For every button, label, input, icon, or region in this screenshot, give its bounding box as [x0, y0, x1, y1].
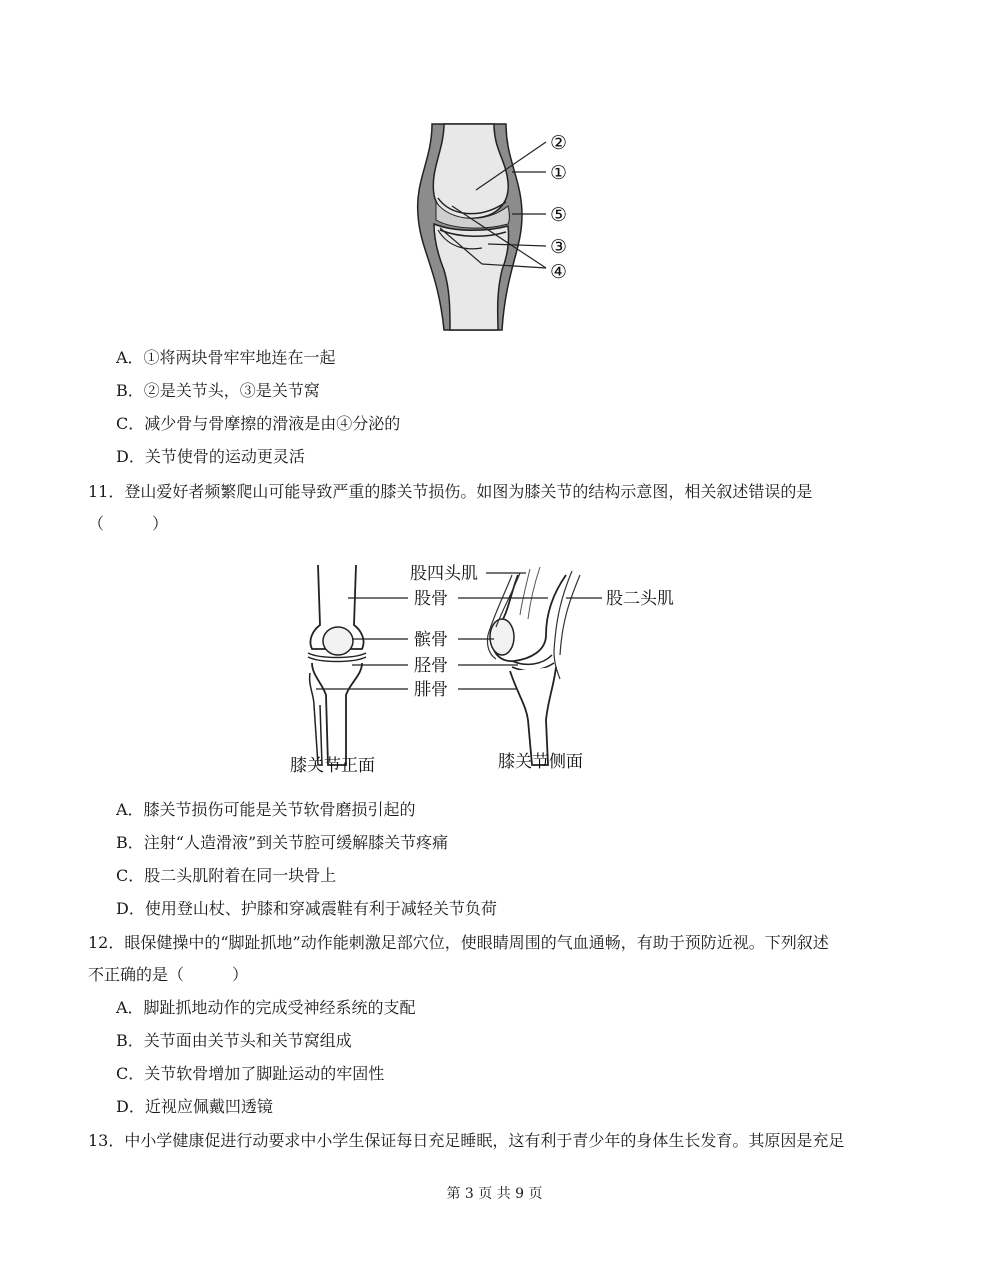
joint-diagram — [410, 120, 600, 335]
patella-front — [323, 627, 353, 655]
marker-2: ② — [550, 132, 568, 154]
q12-option-d: D．近视应佩戴凹透镜 — [116, 1097, 273, 1116]
q12-option-c: C．关节软骨增加了脚趾运动的牢固性 — [116, 1064, 385, 1083]
marker-4: ④ — [550, 261, 568, 283]
q12-stem-line2: 不正确的是（ ） — [88, 965, 249, 984]
q12-option-a: A．脚趾抓地动作的完成受神经系统的支配 — [116, 998, 416, 1017]
label-tibia: 胫骨 — [414, 656, 448, 676]
label-femur: 股骨 — [414, 589, 448, 609]
q12-stem-line1: 12．眼保健操中的“脚趾抓地”动作能刺激足部穴位，使眼睛周围的气血通畅，有助于预防近视。下列叙述 — [88, 933, 829, 952]
q11-stem-line2: （ ） — [88, 514, 169, 533]
page-number: 第 3 页 共 9 页 — [446, 1186, 543, 1202]
label-patella: 髌骨 — [414, 630, 448, 650]
caption-side: 膝关节侧面 — [498, 752, 583, 772]
q11-option-d: D．使用登山杖、护膝和穿减震鞋有利于减轻关节负荷 — [116, 899, 497, 918]
q11-option-b: B．注射“人造滑液”到关节腔可缓解膝关节疼痛 — [116, 833, 449, 852]
label-quadriceps: 股四头肌 — [410, 564, 478, 584]
q11-option-c: C．股二头肌附着在同一块骨上 — [116, 866, 337, 885]
marker-1: ① — [550, 162, 568, 184]
q10-option-d: D．关节使骨的运动更灵活 — [116, 447, 305, 466]
caption-front: 膝关节正面 — [290, 756, 375, 776]
q13-stem-line1: 13．中小学健康促进行动要求中小学生保证每日充足睡眠，这有利于青少年的身体生长发育。其原因是充足 — [88, 1131, 845, 1150]
knee-joint-diagram — [290, 555, 700, 780]
label-fibula: 腓骨 — [414, 680, 448, 700]
q10-option-c: C．减少骨与骨摩擦的滑液是由④分泌的 — [116, 414, 401, 433]
marker-3: ③ — [550, 236, 568, 258]
marker-5: ⑤ — [550, 204, 568, 226]
label-biceps-femoris: 股二头肌 — [606, 589, 674, 609]
q10-option-b: B．②是关节头，③是关节窝 — [116, 381, 320, 400]
patella-side — [490, 619, 514, 655]
q12-option-b: B．关节面由关节头和关节窝组成 — [116, 1031, 352, 1050]
q11-option-a: A．膝关节损伤可能是关节软骨磨损引起的 — [116, 800, 416, 819]
q10-option-a: A．①将两块骨牢牢地连在一起 — [116, 348, 336, 367]
q11-stem-line1: 11．登山爱好者频繁爬山可能导致严重的膝关节损伤。如图为膝关节的结构示意图，相关叙述错误的是 — [88, 482, 813, 501]
